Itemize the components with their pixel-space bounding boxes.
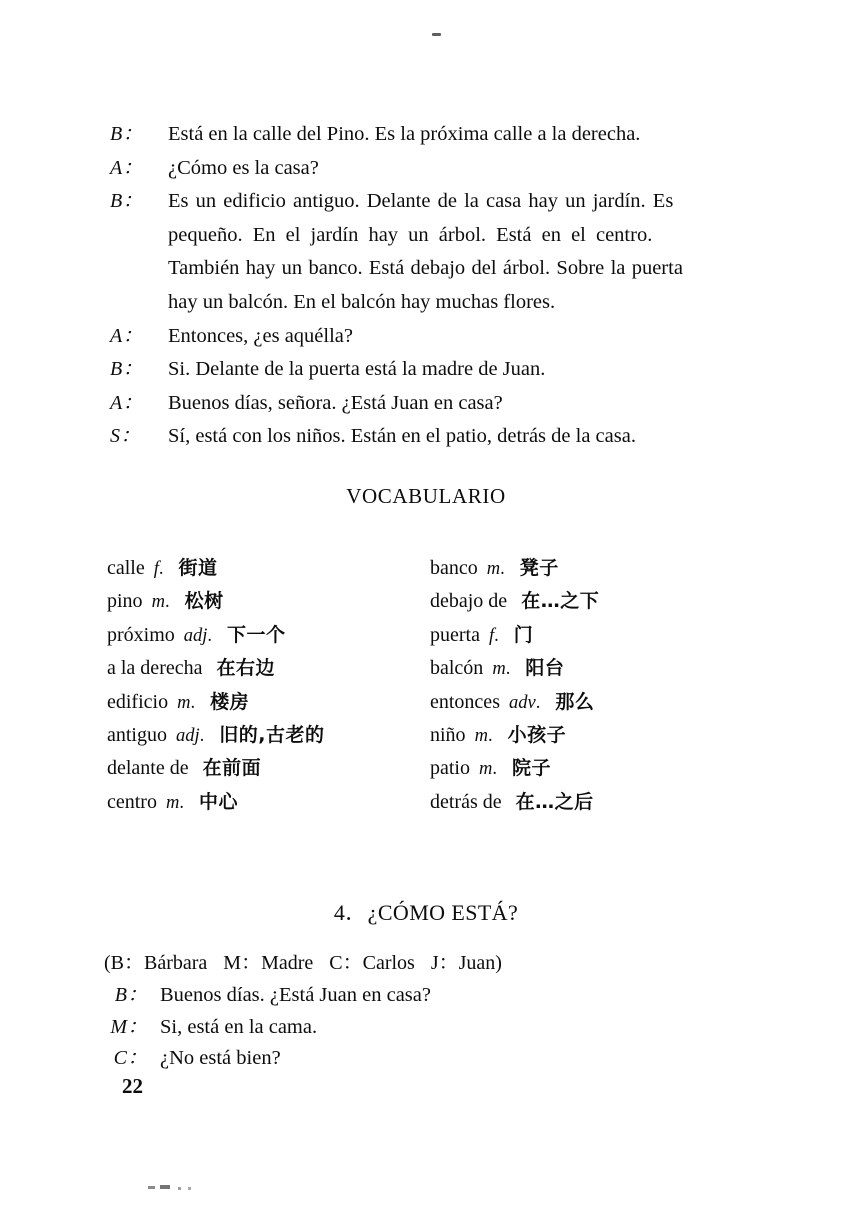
vocabulary-translation: 凳子 bbox=[519, 557, 559, 579]
vocabulary-word: centro bbox=[107, 790, 157, 813]
vocabulary-word: detrás de bbox=[430, 790, 502, 813]
vocabulary-entry bbox=[430, 752, 760, 785]
dialogue-top bbox=[110, 118, 735, 454]
vocabulary-pos: m . bbox=[466, 726, 496, 746]
cast-entry: M：Madre bbox=[223, 952, 314, 974]
cast-entry: J：Juan) bbox=[430, 952, 502, 974]
dialogue-text: Sí, está con los niños. Están en el patio, detrás de la casa. bbox=[168, 425, 636, 448]
dialogue-text: Buenos días, señora. ¿Está Juan en casa? bbox=[168, 391, 503, 414]
vocabulary-pos: m . bbox=[478, 559, 508, 579]
vocabulary-word: antiguo bbox=[107, 723, 167, 746]
vocabulary-translation: 下一个 bbox=[227, 623, 286, 646]
vocabulary-translation: 旧的,古老的 bbox=[219, 723, 325, 746]
dialogue-line bbox=[110, 387, 735, 421]
speaker-label: A： bbox=[110, 324, 144, 347]
vocabulary-entry bbox=[107, 552, 427, 585]
vocabulary-entry bbox=[430, 719, 760, 752]
vocabulary-entry bbox=[430, 585, 760, 618]
vocabulary-translation: 在前面 bbox=[202, 757, 262, 780]
vocabulary-word: delante de bbox=[107, 757, 189, 780]
dialogue-line bbox=[110, 152, 735, 186]
vocabulary-entry bbox=[107, 719, 427, 752]
vocabulary-entry bbox=[107, 752, 427, 785]
speaker-label: B： bbox=[110, 123, 144, 145]
vocabulary-entry bbox=[107, 652, 427, 685]
vocabulary-word: balcón bbox=[430, 657, 484, 680]
dialogue-paragraph-line: pequeño. En el jardín hay un árbol. Está en el centro. bbox=[168, 223, 653, 246]
vocabulary-word: entonces bbox=[430, 690, 500, 713]
vocabulary-pos: m . bbox=[483, 659, 513, 679]
speaker-label: M： bbox=[110, 1015, 148, 1038]
vocabulary-entry bbox=[430, 652, 760, 685]
vocabulary-pos: m . bbox=[157, 793, 187, 813]
vocabulary-translation: 中心 bbox=[198, 790, 238, 813]
vocabulary-pos: f . bbox=[145, 559, 167, 579]
vocabulary-entry bbox=[107, 619, 427, 652]
vocabulary-pos: adj . bbox=[167, 726, 207, 746]
dialogue-line bbox=[110, 353, 735, 387]
vocabulary-entry bbox=[430, 552, 760, 585]
vocabulary-word: patio bbox=[430, 757, 470, 780]
vocabulary-pos: m . bbox=[143, 592, 173, 612]
vocabulary-column-left bbox=[107, 552, 427, 819]
vocabulary-word: próximo bbox=[107, 623, 175, 646]
vocabulary-translation: 门 bbox=[513, 623, 534, 646]
dialogue-paragraph-line: Es un edificio antiguo. Delante de la casa hay un jardín. Es bbox=[168, 190, 674, 213]
vocabulary-column-right bbox=[430, 552, 760, 819]
scan-speck-top bbox=[432, 33, 441, 36]
dialogue-line bbox=[110, 118, 735, 152]
section-title: 4．¿CÓMO ESTÁ? bbox=[333, 900, 519, 925]
vocabulary-translation: 那么 bbox=[555, 690, 595, 713]
dialogue-line bbox=[110, 420, 735, 454]
dialogue-text: ¿Cómo es la casa? bbox=[168, 156, 319, 179]
vocabulary-word: debajo de bbox=[430, 590, 508, 613]
dialogue-bottom bbox=[104, 980, 624, 1075]
speaker-label: C： bbox=[113, 1047, 148, 1069]
cast-entry: C：Carlos bbox=[329, 952, 415, 974]
vocabulary-translation: 楼房 bbox=[210, 690, 250, 713]
scan-speck-bottom bbox=[188, 1187, 191, 1190]
dialogue-line bbox=[104, 980, 624, 1012]
cast-open: (B：Bárbara bbox=[104, 952, 208, 974]
vocabulary-word: a la derecha bbox=[107, 657, 203, 680]
vocabulary-translation: 松树 bbox=[184, 590, 224, 613]
dialogue-paragraph-text bbox=[168, 185, 735, 319]
vocabulary-translation: 在…之后 bbox=[515, 790, 594, 813]
scan-speck-bottom bbox=[148, 1186, 155, 1189]
dialogue-line bbox=[104, 1012, 624, 1044]
dialogue-text: Está en la calle del Pino. Es la próxima calle a la derecha. bbox=[168, 123, 641, 145]
vocabulary-word: pino bbox=[107, 590, 143, 613]
cast-list bbox=[104, 946, 502, 975]
dialogue-line bbox=[110, 320, 735, 354]
vocabulary-heading: VOCABULARIO bbox=[346, 484, 506, 508]
vocabulary-list bbox=[0, 552, 852, 822]
vocabulary-word: edificio bbox=[107, 690, 169, 713]
vocabulary-pos: m . bbox=[168, 693, 198, 713]
dialogue-text: Si. Delante de la puerta está la madre de Juan. bbox=[168, 358, 546, 381]
page-number: 22 bbox=[122, 1074, 143, 1098]
dialogue-text: Si, está en la cama. bbox=[160, 1015, 318, 1038]
vocabulary-translation: 院子 bbox=[512, 757, 552, 780]
vocabulary-word: calle bbox=[107, 557, 145, 579]
vocabulary-entry bbox=[430, 619, 760, 652]
vocabulary-word: puerta bbox=[430, 623, 480, 646]
speaker-label: S： bbox=[110, 425, 141, 448]
vocabulary-pos: m . bbox=[470, 759, 500, 779]
dialogue-text: Buenos días. ¿Está Juan en casa? bbox=[160, 984, 431, 1006]
vocabulary-translation: 在右边 bbox=[216, 657, 275, 680]
vocabulary-entry bbox=[107, 786, 427, 819]
speaker-label: B： bbox=[114, 984, 148, 1006]
vocabulary-entry bbox=[430, 686, 760, 719]
vocabulary-word: niño bbox=[430, 723, 466, 746]
dialogue-text: ¿No está bien? bbox=[160, 1047, 281, 1069]
vocabulary-pos: f . bbox=[480, 626, 502, 646]
vocabulary-word: banco bbox=[430, 557, 478, 579]
dialogue-paragraph-line: También hay un banco. Está debajo del árbol. Sobre la puerta bbox=[168, 257, 683, 280]
scan-speck-bottom bbox=[178, 1187, 181, 1190]
vocabulary-entry bbox=[107, 585, 427, 618]
vocabulary-entry bbox=[430, 786, 760, 819]
speaker-label: B： bbox=[110, 358, 144, 381]
dialogue-line bbox=[104, 1043, 624, 1075]
speaker-label: A： bbox=[110, 391, 144, 414]
vocabulary-pos: adv . bbox=[500, 693, 543, 713]
dialogue-paragraph-line: hay un balcón. En el balcón hay muchas flores. bbox=[168, 290, 556, 313]
vocabulary-translation: 街道 bbox=[178, 557, 218, 579]
dialogue-paragraph bbox=[110, 185, 735, 319]
vocabulary-entry bbox=[107, 686, 427, 719]
scan-speck-bottom bbox=[160, 1185, 170, 1189]
vocabulary-pos: adj . bbox=[175, 626, 215, 646]
speaker-label: B： bbox=[110, 190, 144, 213]
speaker-label: A： bbox=[110, 156, 144, 179]
vocabulary-translation: 阳台 bbox=[525, 657, 565, 680]
vocabulary-translation: 小孩子 bbox=[507, 723, 567, 746]
vocabulary-translation: 在…之下 bbox=[521, 590, 600, 613]
dialogue-text: Entonces, ¿es aquélla? bbox=[168, 324, 353, 347]
